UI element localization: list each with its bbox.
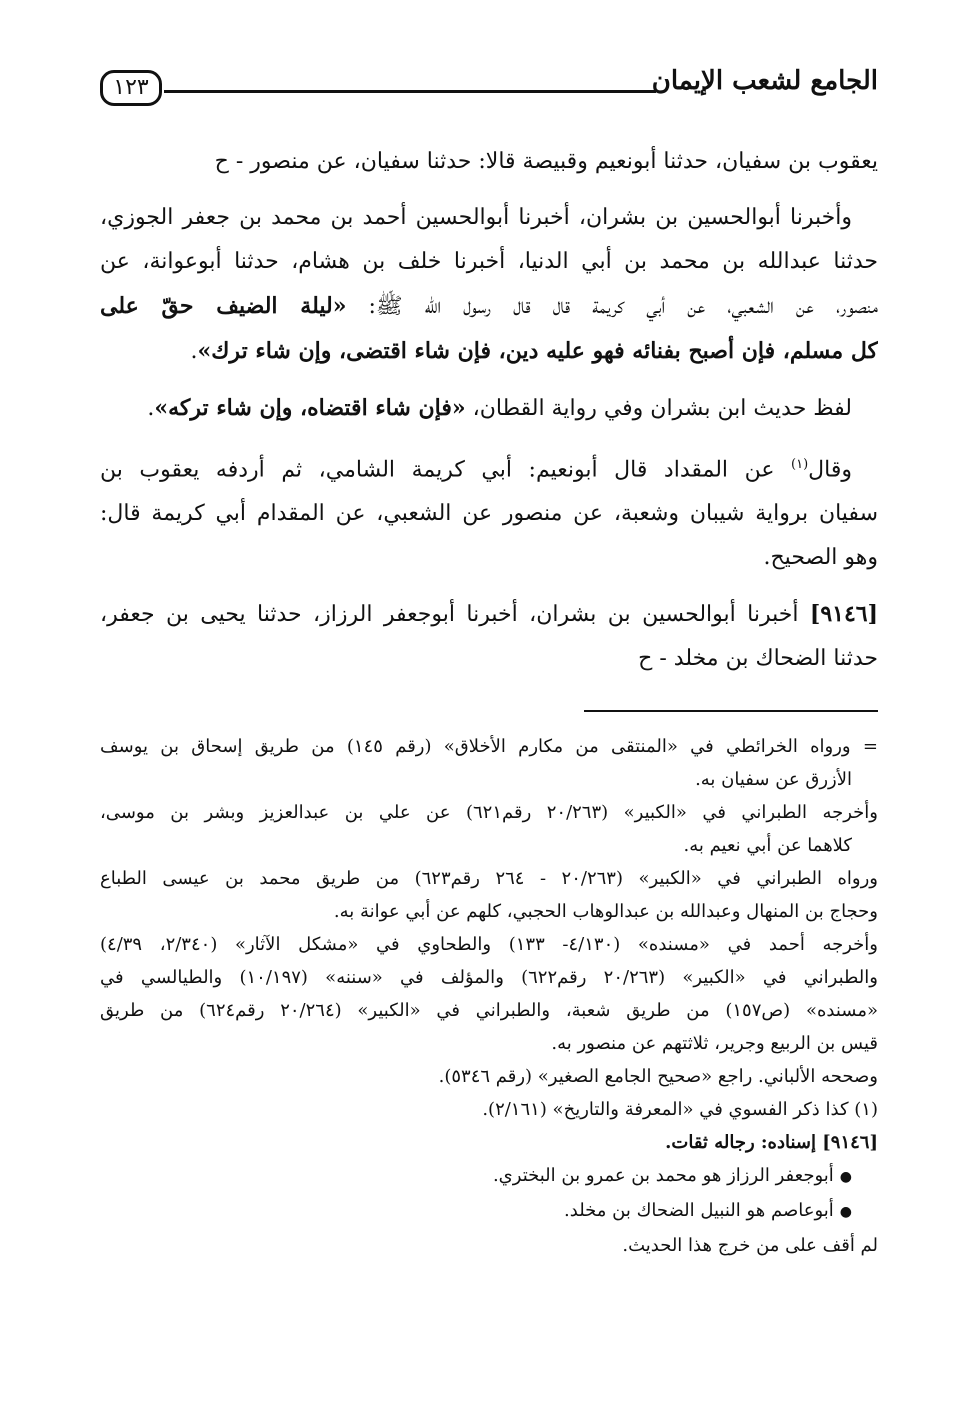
text-span: . <box>147 396 155 421</box>
paragraph <box>100 140 878 184</box>
text-span: لفظ حديث ابن بشران وفي رواية القطان، <box>465 396 852 421</box>
hadith-text: «فإن شاء اقتضاه، وإن شاء تركه» <box>154 395 466 421</box>
paragraph <box>100 386 878 431</box>
main-text <box>100 140 878 681</box>
bullet-icon: ● <box>839 1169 852 1185</box>
footnote-marker[interactable]: (١) <box>791 457 809 472</box>
text-span: وقال <box>808 457 852 483</box>
text-line <box>100 443 878 492</box>
bullet-text: أبوجعفر الرزاز هو محمد بن عمرو بن البختري. <box>492 1165 834 1186</box>
footnote-line: لم أقف على من خرج هذا الحديث. <box>622 1235 878 1256</box>
hadith-number: [٩١٤٦] <box>809 601 878 628</box>
text-span: . <box>190 339 198 364</box>
text-line: حدثنا عبدالله بن محمد بن أبي الدنيا، أخبرنا خلف بن هشام، حدثنا أبوعوانة، عن <box>100 249 878 274</box>
footnote-line: = ورواه الخرائطي في «المنتقى من مكارم الأخلاق» (رقم ١٤٥) من طريق إسحاق بن يوسف <box>100 736 878 757</box>
hadith-number: [٩١٤٦] <box>822 1132 878 1153</box>
page-header <box>100 64 878 120</box>
footnote-line: ورواه الطبراني في «الكبير» (٢٠/٢٦٣ - ٢٦٤ رقم٦٢٣) من طريق محمد بن عيسى الطباع <box>100 868 878 889</box>
text-line <box>100 592 878 637</box>
text-line: وهو الصحيح. <box>763 545 878 571</box>
text-line: سفيان برواية شيبان وشعبة، عن منصور عن الشعبي، عن المقدام أبي كريمة قال: <box>100 501 878 527</box>
footnote-line: والطبراني في «الكبير» (٢٠/٢٦٣ رقم٦٢٢) والمؤلف في «سننه» (١٠/١٩٧) والطيالسي في <box>100 967 878 988</box>
bullet-item <box>100 1194 878 1229</box>
footnote-line <box>100 1126 878 1159</box>
paragraph <box>100 196 878 374</box>
page-number: ١٢٣ <box>100 70 162 106</box>
footnote-line: كلاهما عن أبي نعيم به. <box>683 835 852 856</box>
text-span: عن المقداد قال أبونعيم: أبي كريمة الشامي، ثم أردفه يعقوب بن <box>100 457 792 483</box>
footnote-line: وأخرجه الطبراني في «الكبير» (٢٠/٢٦٣ رقم٦٢١) عن علي بن عبدالعزيز وبشر بن موسى، <box>100 802 878 823</box>
paragraph <box>100 592 878 681</box>
footnote-line: وأخرجه أحمد في «مسنده» (٤/١٣٠- ١٣٣) والطحاوي في «مشكل الآثار» (٢/٣٤٠، ٤/٣٩) <box>100 934 878 955</box>
text-line <box>100 284 878 329</box>
footnote-line: «مسنده» (ص١٥٧) من طريق شعبة، والطبراني في «الكبير» (٢٠/٢٦٤ رقم٦٢٤) من طريق <box>100 1000 878 1021</box>
footnote-divider <box>584 710 878 712</box>
footnote-line: وصححه الألباني. راجع «صحيح الجامع الصغير» (رقم ٥٣٤٦). <box>438 1066 878 1087</box>
hadith-text: «ليلة الضيف حقّ على <box>100 293 347 319</box>
text-line <box>100 329 878 374</box>
footnote-line: الأزرق عن سفيان به. <box>695 769 852 790</box>
text-line: يعقوب بن سفيان، حدثنا أبونعيم وقبيصة قالا: حدثنا سفيان، عن منصور - ح <box>214 149 878 174</box>
text-span: أخبرنا أبوالحسين بن بشران، أخبرنا أبوجعفر الرزاز، حدثنا يحيى بن جعفر، <box>100 602 810 628</box>
bullet-text: أبوعاصم هو النبيل الضحاك بن مخلد. <box>564 1200 834 1221</box>
text-line <box>100 386 878 431</box>
text-line: وأخبرنا أبوالحسين بن بشران، أخبرنا أبوالحسين أحمد بن محمد بن جعفر الجوزي، <box>100 205 852 230</box>
grading-text: إسناده: رجاله ثقات. <box>665 1132 823 1153</box>
running-title: الجامع لشعب الإيمان <box>651 66 878 96</box>
footnotes <box>100 730 878 1262</box>
footnote-line: (١) كذا ذكر الفسوي في «المعرفة والتاريخ» (٢/١٦١). <box>482 1099 878 1120</box>
hadith-text: كل مسلم، فإن أصبح بفنائه فهو عليه دين، فإن شاء اقتضى، وإن شاء ترك» <box>197 338 878 364</box>
footnote-line: قيس بن الربيع وجرير، ثلاثتهم عن منصور به. <box>551 1033 878 1054</box>
bullet-icon: ● <box>839 1204 852 1220</box>
text-span: منصور، عن الشعبي، عن أبي كريمة قال قال رسول الله ﷺ: <box>346 294 878 319</box>
bullet-item <box>100 1159 878 1194</box>
text-line: حدثنا الضحاك بن مخلد - ح <box>638 646 878 672</box>
footnote-line: وحجاج بن المنهال وعبدالله بن عبدالوهاب الحجبي، كلهم عن أبي عوانة به. <box>333 901 878 922</box>
header-rule <box>164 90 656 93</box>
paragraph <box>100 443 878 580</box>
